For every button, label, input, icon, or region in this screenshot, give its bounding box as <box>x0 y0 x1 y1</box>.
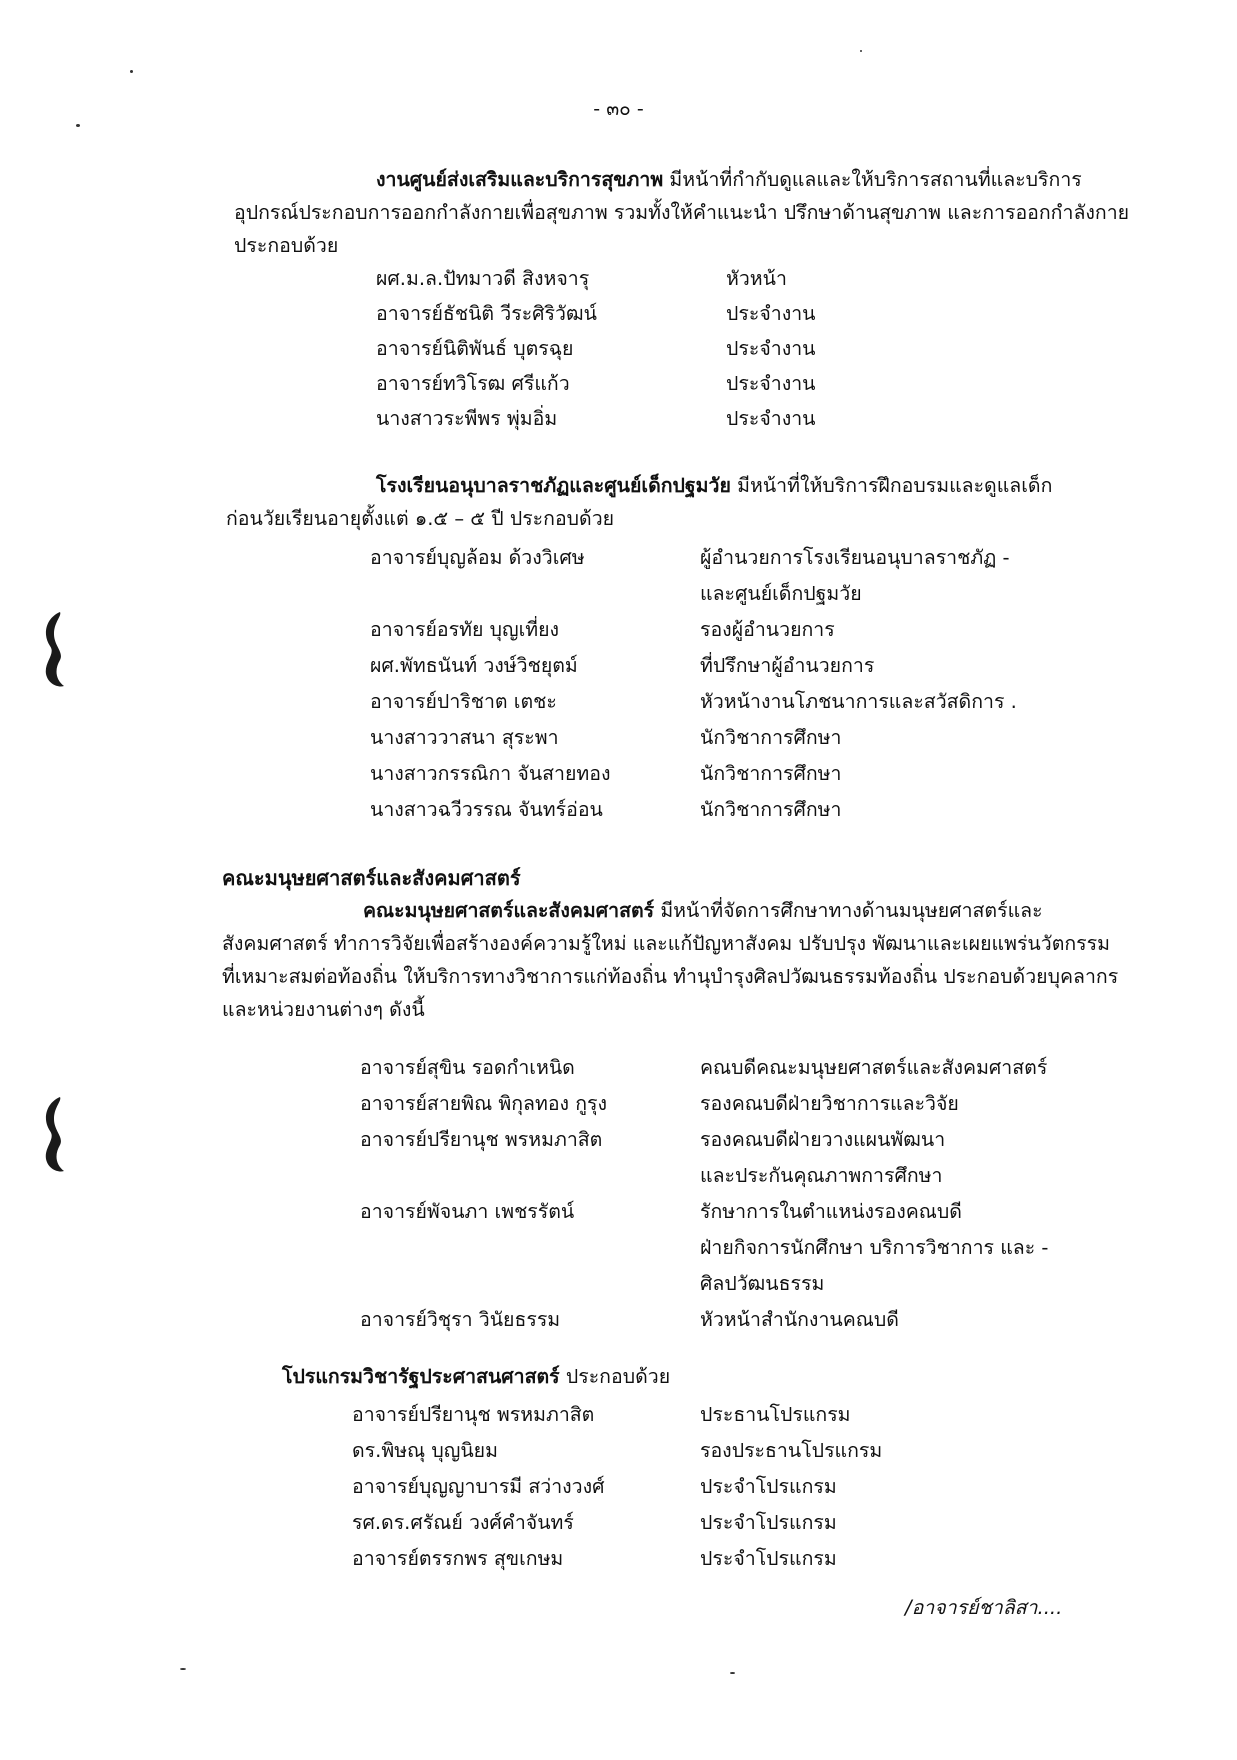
member-row <box>360 1123 1160 1156</box>
member-role: นักวิชาการศึกษา <box>700 798 842 821</box>
member-row <box>360 1159 1160 1192</box>
sec1-lead: งานศูนย์ส่งเสริมและบริการสุขภาพ <box>376 168 664 191</box>
page-number: - ๓๐ - <box>593 98 644 120</box>
member-name: รศ.ดร.ศรัณย์ วงศ์คำจันทร์ <box>352 1511 574 1534</box>
scan-speck <box>130 70 133 73</box>
member-row <box>376 332 1176 365</box>
member-row <box>370 649 1170 682</box>
member-role: นักวิชาการศึกษา <box>700 762 842 785</box>
member-name: อาจารย์ปรียานุช พรหมภาสิต <box>360 1128 603 1151</box>
scan-speck <box>730 1672 735 1674</box>
member-row <box>370 721 1170 754</box>
member-role: หัวหน้า <box>726 267 787 290</box>
member-role: หัวหน้างานโภชนาการและสวัสดิการ . <box>700 690 1017 713</box>
member-row <box>360 1231 1160 1264</box>
member-name: อาจารย์ตรรกพร สุขเกษม <box>352 1547 564 1570</box>
sec3-line1 <box>363 894 1043 927</box>
member-name: อาจารย์บุญญาบารมี สว่างวงศ์ <box>352 1475 605 1498</box>
sec4-heading-line <box>282 1360 670 1393</box>
member-name: อาจารย์พัจนภา เพชรรัตน์ <box>360 1200 575 1223</box>
member-role: ที่ปรึกษาผู้อำนวยการ <box>700 654 875 677</box>
member-row <box>370 685 1170 718</box>
member-name: อาจารย์สุขิน รอดกำเหนิด <box>360 1056 575 1079</box>
member-role: ประจำงาน <box>726 407 816 430</box>
scan-speck <box>76 124 80 127</box>
member-role: ประธานโปรแกรม <box>700 1403 851 1426</box>
member-name: อาจารย์วิชุรา วินัยธรรม <box>360 1308 561 1331</box>
member-row <box>376 262 1176 295</box>
member-name: ผศ.พัทธนันท์ วงษ์วิชยุตม์ <box>370 654 578 677</box>
member-row <box>360 1051 1160 1084</box>
member-row <box>352 1470 1152 1503</box>
sec3-lead: คณะมนุษยศาสตร์และสังคมศาสตร์ <box>363 899 655 922</box>
member-row <box>360 1087 1160 1120</box>
member-role: ประจำโปรแกรม <box>700 1511 837 1534</box>
sec2-line2: ก่อนวัยเรียนอายุตั้งแต่ ๑.๕ – ๕ ปี ประกอบด้วย <box>226 507 615 530</box>
member-role: ประจำงาน <box>726 302 816 325</box>
member-role: ประจำงาน <box>726 372 816 395</box>
sec3-line3: ที่เหมาะสมต่อท้องถิ่น ให้บริการทางวิชาการแก่ท้องถิ่น ทำนุบำรุงศิลปวัฒนธรรมท้องถิ่น ประกอบด้วยบุคลากร <box>222 965 1119 988</box>
member-row <box>352 1506 1152 1539</box>
sec2-line1-rest: มีหน้าที่ให้บริการฝึกอบรมและดูแลเด็ก <box>730 474 1053 497</box>
member-row <box>352 1434 1152 1467</box>
member-row <box>360 1267 1160 1300</box>
member-name: อาจารย์อรทัย บุญเที่ยง <box>370 618 560 641</box>
member-name: อาจารย์นิติพันธ์ บุตรฉุย <box>376 337 574 360</box>
sec3-heading: คณะมนุษยศาสตร์และสังคมศาสตร์ <box>222 866 521 890</box>
member-name: ผศ.ม.ล.ปัทมาวดี สิงหจารุ <box>376 267 590 290</box>
member-name: อาจารย์ธัชนิติ วีระศิริวัฒน์ <box>376 302 597 325</box>
member-name: นางสาวระพีพร พุ่มอิ่ม <box>376 407 558 430</box>
sec4-heading: โปรแกรมวิชารัฐประศาสนศาสตร์ <box>282 1365 560 1388</box>
member-role: รองคณบดีฝ่ายวางแผนพัฒนา <box>700 1128 946 1151</box>
sec3-line1-rest: มีหน้าที่จัดการศึกษาทางด้านมนุษยศาสตร์และ <box>654 899 1043 922</box>
member-name: ดร.พิษณุ บุญนิยม <box>352 1439 498 1462</box>
binding-mark-icon <box>38 610 68 690</box>
member-name: อาจารย์ปาริชาต เตชะ <box>370 690 557 713</box>
sec2-line1 <box>376 469 1052 502</box>
member-row <box>370 613 1170 646</box>
sec2-lead: โรงเรียนอนุบาลราชภัฏและศูนย์เด็กปฐมวัย <box>376 474 731 497</box>
member-role: รองประธานโปรแกรม <box>700 1439 883 1462</box>
member-name: นางสาวฉวีวรรณ จันทร์อ่อน <box>370 798 603 821</box>
member-role: และศูนย์เด็กปฐมวัย <box>700 582 862 605</box>
member-role: ประจำโปรแกรม <box>700 1547 837 1570</box>
sec3-line2: สังคมศาสตร์ ทำการวิจัยเพื่อสร้างองค์ความรู้ใหม่ และแก้ปัญหาสังคม ปรับปรุง พัฒนาและเผยแพร่นวัตกรรม <box>222 932 1110 955</box>
member-row <box>370 541 1170 574</box>
member-row <box>376 367 1176 400</box>
member-row <box>352 1542 1152 1575</box>
member-role: รักษาการในตำแหน่งรองคณบดี <box>700 1200 962 1223</box>
member-name: อาจารย์ทวิโรฒ ศรีแก้ว <box>376 372 570 395</box>
sec1-line3: ประกอบด้วย <box>234 234 339 257</box>
scan-speck <box>180 1668 186 1670</box>
sec4-heading-rest: ประกอบด้วย <box>559 1365 671 1388</box>
member-row <box>370 757 1170 790</box>
member-role: และประกันคุณภาพการศึกษา <box>700 1164 943 1187</box>
member-role: ประจำงาน <box>726 337 816 360</box>
member-name: อาจารย์สายพิณ พิกุลทอง กูรุง <box>360 1092 608 1115</box>
member-role: รองคณบดีฝ่ายวิชาการและวิจัย <box>700 1092 959 1115</box>
member-role: หัวหน้าสำนักงานคณบดี <box>700 1308 899 1331</box>
member-role: นักวิชาการศึกษา <box>700 726 842 749</box>
continuation-footer: /อาจารย์ชาลิสา.... <box>905 1596 1063 1619</box>
sec1-line1-rest: มีหน้าที่กำกับดูแลและให้บริการสถานที่และบริการ <box>663 168 1082 191</box>
member-name: นางสาววาสนา สุระพา <box>370 726 559 749</box>
binding-mark-icon <box>38 1095 68 1175</box>
sec1-line1 <box>376 163 1082 196</box>
sec1-line2: อุปกรณ์ประกอบการออกกำลังกายเพื่อสุขภาพ รวมทั้งให้คำแนะนำ ปรึกษาด้านสุขภาพ และการออกกำลังกาย <box>234 201 1130 224</box>
member-role: ผู้อำนวยการโรงเรียนอนุบาลราชภัฏ - <box>700 546 1010 569</box>
member-row <box>370 577 1170 610</box>
member-row <box>352 1398 1152 1431</box>
sec3-line4: และหน่วยงานต่างๆ ดังนี้ <box>222 998 425 1021</box>
member-role: ฝ่ายกิจการนักศึกษา บริการวิชาการ และ - <box>700 1236 1049 1259</box>
scan-speck <box>860 50 862 52</box>
member-row <box>376 402 1176 435</box>
member-row <box>360 1195 1160 1228</box>
member-row <box>370 793 1170 826</box>
member-row <box>376 297 1176 330</box>
member-role: ศิลปวัฒนธรรม <box>700 1272 825 1295</box>
member-name: นางสาวกรรณิกา จันสายทอง <box>370 762 611 785</box>
member-name: อาจารย์ปรียานุช พรหมภาสิต <box>352 1403 595 1426</box>
member-role: คณบดีคณะมนุษยศาสตร์และสังคมศาสตร์ <box>700 1056 1048 1079</box>
member-row <box>360 1303 1160 1336</box>
member-name: อาจารย์บุญล้อม ด้วงวิเศษ <box>370 546 585 569</box>
member-role: รองผู้อำนวยการ <box>700 618 835 641</box>
member-role: ประจำโปรแกรม <box>700 1475 837 1498</box>
